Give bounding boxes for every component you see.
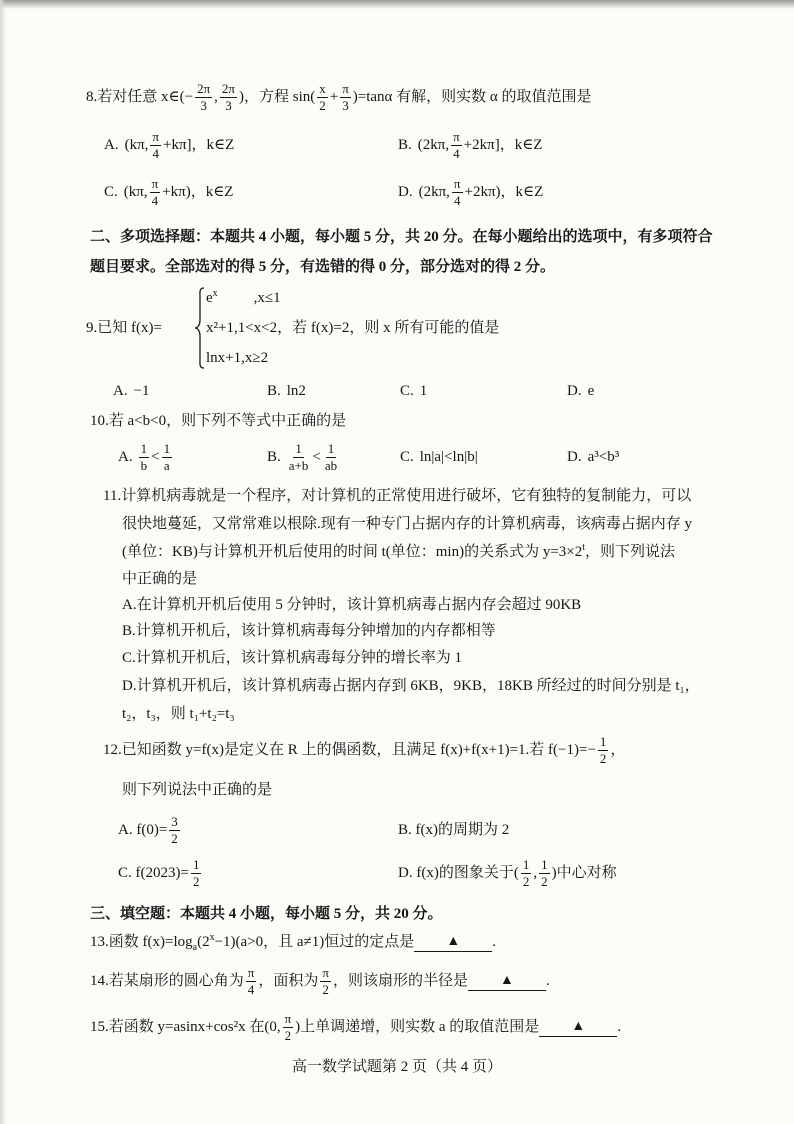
page-footer	[0, 1048, 794, 1082]
numerator: 1	[541, 856, 548, 872]
option-text: A.在计算机开机后使用 5 分钟时，该计算机病毒占据内存会超过 90KB	[122, 597, 582, 613]
option-label: B.	[267, 449, 281, 465]
stem-text: x∈(−	[161, 89, 194, 105]
stem-text: +	[329, 89, 339, 105]
option-text: t₂，t₃，则 t₁+t₂=t₃	[122, 706, 235, 722]
piecewise-case-3	[206, 341, 268, 375]
numerator: π	[247, 964, 255, 980]
denominator: 2	[284, 1027, 292, 1043]
option-text: −1	[133, 383, 150, 399]
section-heading: 题目要求。全部选对的得 5 分，有选错的得 0 分，部分选对的得 2 分。	[90, 259, 556, 275]
denominator: 2	[319, 97, 326, 113]
numerator: x	[319, 80, 326, 96]
question-number: 14.	[90, 973, 109, 989]
stem-text: 则下列说法中正确的是	[122, 782, 273, 798]
option-text: (2kπ,	[417, 137, 450, 153]
numerator: 1	[140, 440, 148, 456]
option-text: +2kπ)，k∈Z	[464, 184, 544, 200]
option-text: ln|a|<ln|b|	[419, 449, 478, 465]
denominator: 2	[541, 873, 548, 889]
stem-text: )，方程 sin(	[238, 89, 316, 105]
end-punctuation: .	[545, 973, 550, 989]
question-number: 9.	[86, 320, 98, 336]
fraction	[598, 735, 609, 766]
fraction	[340, 82, 351, 113]
option-text: A. f(0)=	[118, 822, 168, 838]
denominator: 2	[322, 981, 329, 997]
fraction	[539, 858, 550, 889]
stem-text-part: (单位：KB)与计算机开机后使用的时间 t(单位：min)的关系式为 y=3×2	[122, 544, 583, 560]
fraction	[451, 130, 462, 161]
end-punctuation: .	[492, 934, 497, 950]
option-text: D.计算机开机后，该计算机病毒占据内存到 6KB，9KB，18KB 所经过的时间分别是 t₁，	[122, 678, 700, 694]
question-number: 11.	[103, 488, 122, 504]
option-label: C.	[400, 383, 414, 399]
section-heading: 三、填空题：本题共 4 小题，每小题 5 分，共 20 分。	[90, 906, 443, 922]
fraction	[162, 442, 173, 473]
question-number: 8.	[86, 89, 98, 105]
stem-text	[122, 542, 675, 562]
numerator: 1	[192, 856, 200, 872]
option-text: C.计算机开机后，该计算机病毒每分钟的增长率为 1	[122, 650, 463, 666]
question-11-option-d-continued	[122, 697, 235, 731]
denominator: a	[163, 457, 170, 473]
case-expression: lnx+1,x≥2	[206, 350, 269, 366]
stem-text-part: (2	[197, 934, 210, 950]
option-label: B.	[398, 137, 412, 153]
stem-text-part: −1)(a>0，且 a≠1)恒过的定点是	[214, 934, 415, 950]
numerator: π	[453, 128, 460, 144]
option-label: C.	[400, 449, 414, 465]
question-8-option-a	[104, 128, 234, 162]
stem-text: 若对任意	[97, 89, 162, 105]
question-10-option-c	[400, 440, 478, 474]
option-label: C.	[104, 184, 118, 200]
numerator: 1	[163, 440, 171, 456]
numerator: 2π	[197, 80, 211, 96]
exponent: x	[209, 932, 215, 943]
numerator: 1	[295, 440, 302, 456]
numerator: 1	[327, 440, 335, 456]
option-text: C. f(2023)=	[118, 865, 189, 881]
denominator: 2	[171, 830, 178, 846]
fraction	[150, 177, 161, 208]
denominator: 4	[152, 145, 159, 161]
stem-text: ，则该扇形的半径是	[332, 973, 468, 989]
denominator: 4	[453, 192, 461, 208]
stem-text	[109, 932, 415, 952]
stem-text: )=tanα 有解，则实数 α 的取值范围是	[352, 89, 592, 105]
option-label: A.	[104, 137, 119, 153]
answer-blank: ▲	[468, 972, 546, 991]
page-number-text: 高一数学试题第 2 页（共 4 页）	[291, 1058, 502, 1075]
question-9-option-d	[567, 374, 594, 408]
question-9-option-c	[400, 374, 427, 408]
question-8-option-c	[104, 175, 233, 209]
denominator: 2	[522, 873, 530, 889]
question-14	[90, 964, 550, 998]
case-expression: x²+1,1<x<2	[206, 320, 278, 336]
subscript: a	[192, 942, 198, 953]
option-text: +kπ]，k∈Z	[163, 137, 235, 153]
numerator: 2π	[221, 80, 235, 96]
denominator: 2	[599, 750, 607, 766]
answer-blank: ▲	[539, 1018, 617, 1037]
fraction	[283, 1012, 294, 1043]
stem-text-part: ，则下列说法	[585, 544, 676, 560]
option-text: a³<b³	[587, 449, 620, 465]
option-text: (kπ,	[124, 137, 149, 153]
option-text: )中心对称	[551, 865, 617, 881]
question-8-option-b	[398, 128, 542, 162]
operator: <	[151, 449, 160, 465]
case-expression	[206, 288, 218, 308]
fraction	[169, 815, 180, 846]
question-15	[90, 1010, 621, 1044]
option-text: ln2	[286, 383, 306, 399]
option-label: A.	[113, 383, 128, 399]
exponent: t	[582, 542, 586, 553]
piecewise-case-2	[206, 311, 499, 345]
stem-text: ，	[610, 742, 626, 758]
stem-text: 计算机病毒就是一个程序，对计算机的正常使用进行破坏，它有独特的复制能力，可以	[121, 488, 692, 504]
answer-blank: ▲	[414, 933, 492, 952]
question-12-stem-line-2	[122, 773, 272, 807]
stem-text: 很快地蔓延，又常常难以根除.现有一种专门占据内存的计算机病毒，该病毒占据内存 y	[122, 516, 693, 532]
fraction	[191, 858, 202, 889]
question-9-option-a	[113, 374, 150, 408]
stem-text: 已知函数 y=f(x)是定义在 R 上的偶函数，且满足 f(x)+f(x+1)=1.若 f(−1)=−	[121, 742, 596, 758]
question-number: 15.	[90, 1019, 109, 1035]
fraction	[287, 442, 311, 473]
question-12-option-d	[398, 856, 617, 890]
fraction	[220, 82, 237, 113]
stem-text: 若某扇形的圆心角为	[108, 973, 244, 989]
stem-text: ，面积为	[258, 973, 319, 989]
question-number: 12.	[103, 742, 122, 758]
question-9-option-b	[267, 374, 306, 408]
question-12-stem-line-1	[103, 733, 625, 767]
numerator: 1	[522, 856, 530, 872]
numerator: π	[342, 80, 349, 96]
fraction	[246, 966, 257, 997]
scan-left-shadow	[0, 0, 6, 1124]
option-text: B. f(x)的周期为 2	[398, 822, 510, 838]
fraction	[317, 82, 328, 113]
fraction	[320, 966, 331, 997]
denominator: b	[140, 457, 148, 473]
scan-edge-shadow	[0, 0, 794, 9]
option-text: e	[587, 383, 595, 399]
option-text: (kπ,	[123, 184, 148, 200]
question-10-stem	[90, 404, 346, 438]
option-text: +2kπ]，k∈Z	[463, 137, 543, 153]
section-2-header-line-1	[90, 220, 713, 254]
option-text: (2kπ,	[418, 184, 450, 200]
numerator: π	[151, 175, 159, 191]
fraction	[195, 82, 212, 113]
question-9-lead	[86, 311, 162, 345]
numerator: π	[284, 1010, 292, 1026]
stem-text: )上单调递增，则实数 a 的取值范围是	[295, 1019, 540, 1035]
option-label: B.	[267, 383, 281, 399]
denominator: ab	[324, 457, 338, 473]
stem-text: 已知 f(x)=	[97, 320, 162, 336]
fraction	[139, 442, 150, 473]
denominator: 4	[247, 981, 255, 997]
option-text: D. f(x)的图象关于(	[398, 865, 519, 881]
question-8-option-d	[398, 175, 543, 209]
piecewise-case-1	[206, 281, 281, 315]
option-label: D.	[398, 184, 413, 200]
option-label: D.	[567, 383, 582, 399]
question-10-option-b	[267, 440, 341, 474]
stem-text-part: 函数 f(x)=log	[108, 934, 193, 950]
stem-text: ，若 f(x)=2，则 x 所有可能的值是	[277, 320, 500, 336]
question-13	[90, 925, 496, 959]
denominator: 3	[342, 97, 349, 113]
numerator: 1	[599, 733, 607, 749]
base: e	[206, 290, 213, 306]
option-label: A.	[118, 449, 133, 465]
fraction	[521, 858, 532, 889]
fraction	[323, 442, 339, 473]
section-2-header-line-2	[90, 250, 555, 284]
numerator: π	[152, 128, 159, 144]
numerator: π	[453, 175, 461, 191]
option-label: D.	[567, 449, 582, 465]
question-10-option-d	[567, 440, 619, 474]
question-12-option-a	[118, 813, 182, 847]
end-punctuation: .	[617, 1019, 622, 1035]
stem-text: 中正确的是	[122, 571, 198, 587]
question-11-stem-line-3	[122, 535, 675, 569]
denominator: 4	[151, 192, 159, 208]
denominator: 2	[192, 873, 200, 889]
fraction	[150, 130, 161, 161]
option-text: +kπ)，k∈Z	[162, 184, 234, 200]
operator: <	[312, 449, 321, 465]
denominator: a+b	[288, 457, 309, 473]
question-number: 13.	[90, 934, 109, 950]
case-condition: ,x≤1	[253, 290, 281, 306]
question-12-option-b	[398, 813, 509, 847]
question-10-option-a	[118, 440, 174, 474]
option-text: B.计算机开机后，该计算机病毒每分钟增加的内存都相等	[122, 623, 496, 639]
stem-text: 若函数 y=asinx+cos²x 在(0,	[108, 1019, 281, 1035]
denominator: 3	[225, 97, 232, 113]
stem-text: ,	[214, 89, 218, 105]
left-brace	[194, 287, 206, 369]
question-8-stem	[86, 80, 592, 114]
numerator: 3	[171, 813, 178, 829]
denominator: 4	[453, 145, 460, 161]
exponent: x	[212, 288, 218, 299]
stem-text: 若 a<b<0，则下列不等式中正确的是	[108, 413, 347, 429]
option-text: ,	[533, 865, 538, 881]
numerator: π	[322, 964, 329, 980]
fraction	[452, 177, 463, 208]
section-heading: 二、多项选择题：本题共 4 小题，每小题 5 分，共 20 分。在每小题给出的选项中，有多项符合	[90, 229, 713, 245]
question-number: 10.	[90, 413, 109, 429]
option-text: 1	[419, 383, 428, 399]
denominator: 3	[200, 97, 207, 113]
question-12-option-c	[118, 856, 203, 890]
